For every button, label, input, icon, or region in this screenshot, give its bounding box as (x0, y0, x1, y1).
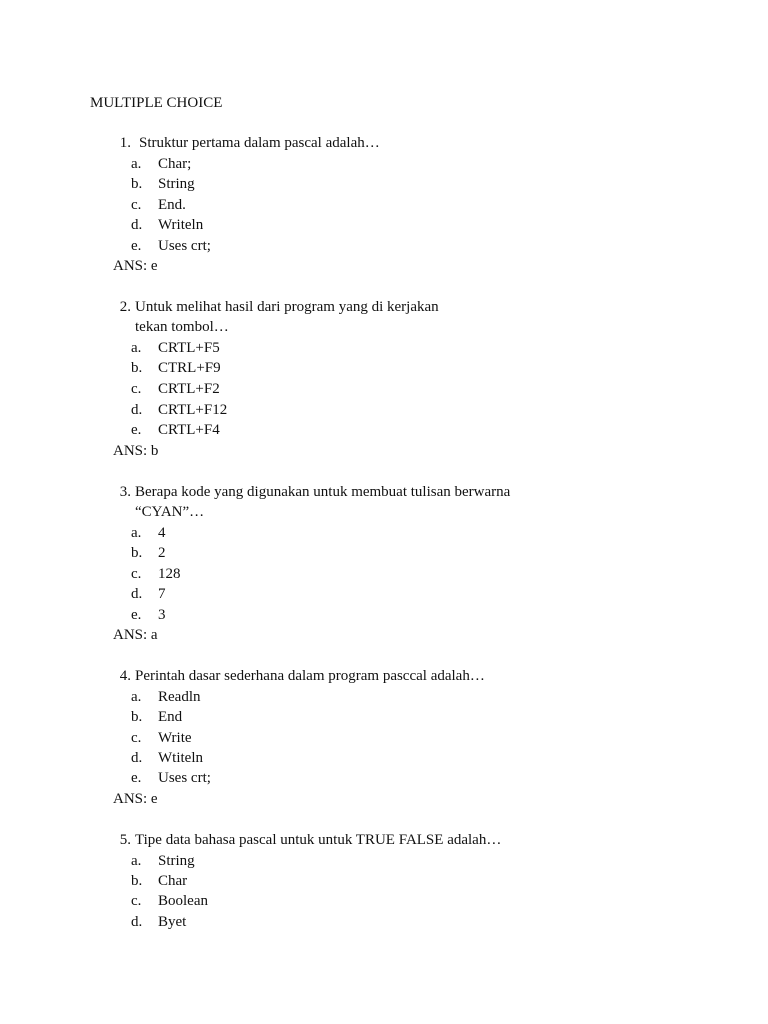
option-letter: a. (131, 525, 142, 541)
option-letter: c. (131, 197, 142, 213)
option-text: CRTL+F5 (158, 340, 220, 356)
option-text: Uses crt; (158, 238, 211, 254)
option-letter: c. (131, 893, 142, 909)
option-text: 2 (158, 545, 166, 561)
section-heading: MULTIPLE CHOICE (90, 95, 223, 111)
option-text: Byet (158, 914, 187, 930)
option-text: 128 (158, 566, 181, 582)
option-text: CRTL+F4 (158, 422, 220, 438)
option-letter: a. (131, 853, 142, 869)
option-text: Uses crt; (158, 770, 211, 786)
option-letter: c. (131, 381, 142, 397)
question-text: Berapa kode yang digunakan untuk membuat tulisan berwarna (135, 484, 511, 500)
option-text: Writeln (158, 217, 204, 233)
answer-key: ANS: a (113, 627, 158, 643)
question-text: Perintah dasar sederhana dalam program pasccal adalah… (135, 668, 485, 684)
question-text: Tipe data bahasa pascal untuk untuk TRUE FALSE adalah… (135, 832, 502, 848)
option-text: Wtiteln (158, 750, 203, 766)
option-text: 7 (158, 586, 166, 602)
option-text: End. (158, 197, 186, 213)
option-letter: b. (131, 176, 143, 192)
option-letter: d. (131, 586, 143, 602)
option-letter: d. (131, 750, 143, 766)
question-number: 5. (119, 832, 131, 848)
option-letter: b. (131, 709, 143, 725)
option-text: Char; (158, 156, 192, 172)
option-letter: d. (131, 402, 143, 418)
option-text: Boolean (158, 893, 208, 909)
answer-key: ANS: e (113, 791, 158, 807)
option-text: 4 (158, 525, 166, 541)
question-number: 3. (119, 484, 131, 500)
question-text-continued: tekan tombol… (135, 319, 229, 335)
option-letter: d. (131, 217, 143, 233)
option-letter: e. (131, 238, 142, 254)
option-letter: b. (131, 360, 143, 376)
option-letter: a. (131, 340, 142, 356)
option-text: Char (158, 873, 188, 889)
option-text: String (158, 853, 195, 869)
option-letter: c. (131, 566, 142, 582)
option-text: CRTL+F12 (158, 402, 228, 418)
answer-key: ANS: b (113, 443, 159, 459)
option-text: Write (158, 730, 192, 746)
option-letter: a. (131, 156, 142, 172)
question-text: Untuk melihat hasil dari program yang di kerjakan (135, 299, 439, 315)
question-number: 4. (119, 668, 131, 684)
option-letter: e. (131, 607, 142, 623)
option-text: 3 (158, 607, 166, 623)
option-text: CRTL+F2 (158, 381, 220, 397)
option-letter: b. (131, 873, 143, 889)
option-letter: c. (131, 730, 142, 746)
option-text: Readln (158, 689, 201, 705)
option-letter: e. (131, 422, 142, 438)
option-letter: e. (131, 770, 142, 786)
question-number: 1. (119, 135, 131, 151)
option-letter: a. (131, 689, 142, 705)
option-text: End (158, 709, 183, 725)
option-text: CTRL+F9 (158, 360, 221, 376)
option-letter: b. (131, 545, 143, 561)
question-text: Struktur pertama dalam pascal adalah… (139, 135, 380, 151)
option-letter: d. (131, 914, 143, 930)
answer-key: ANS: e (113, 258, 158, 274)
question-number: 2. (119, 299, 131, 315)
option-text: String (158, 176, 195, 192)
question-text-continued: “CYAN”… (135, 504, 205, 520)
